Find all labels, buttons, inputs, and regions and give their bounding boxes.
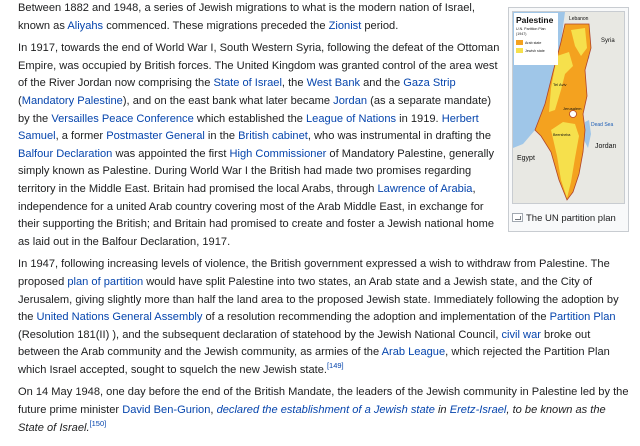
paragraph-text: ), and on the east bank what later became <box>122 94 334 107</box>
paragraph-text: in the <box>204 130 239 143</box>
wiki-link[interactable]: Jordan <box>333 94 368 107</box>
paragraph-text: On 14 May 1948, one day before the end of the British Mandate, the leaders of the Jewish community in Palestine led by the future prime minister <box>18 386 629 417</box>
thumbnail-caption-row <box>512 210 627 228</box>
jerusalem-corpus-separatum <box>570 111 577 118</box>
wiki-link[interactable]: Zionist <box>328 19 362 32</box>
paragraph-text: would have split Palestine into two states, an Arab state and a Jewish state, and the City of Jerusalem, giving slightly more than half the land area to the proposed Jewish state. Immediately following the adoption by the <box>18 275 619 324</box>
legend-label-jewish: Jewish state <box>525 49 545 53</box>
paragraph-text: period. <box>361 19 399 32</box>
thumbnail-box <box>508 7 629 232</box>
paragraph-text: commenced. These migrations preceded the <box>103 19 329 32</box>
wiki-link[interactable]: plan of partition <box>67 275 144 288</box>
wiki-link[interactable]: Lawrence of Arabia <box>377 182 473 195</box>
citation-link[interactable]: [150] <box>89 418 107 428</box>
paragraph-text: Between 1882 and 1948, a series of Jewish migrations to what is the modern nation of Israel, known as <box>18 2 475 32</box>
wiki-link[interactable]: Herbert Samuel <box>18 112 479 143</box>
paragraph-text: (Resolution 181(II) ), and the subsequent declaration of statehood by the Jewish National Council, <box>18 328 502 341</box>
paragraph-text: , a former <box>55 130 107 143</box>
paragraph-aliyah <box>18 0 505 35</box>
legend-swatch-arab <box>516 40 523 45</box>
citation-link[interactable]: [149] <box>326 360 344 370</box>
label-syria: Syria <box>601 38 615 44</box>
paragraph-mandate <box>18 40 505 251</box>
label-lebanon: Lebanon <box>569 16 589 22</box>
label-jerusalem: Jerusalem <box>563 106 582 111</box>
label-dead-sea: Dead Sea <box>591 122 614 128</box>
wiki-link[interactable]: Balfour Declaration <box>18 147 113 160</box>
paragraph-text: in 1919. <box>396 112 442 125</box>
label-egypt: Egypt <box>517 155 535 162</box>
thumbnail-caption: The UN partition plan <box>526 213 616 224</box>
wiki-link[interactable]: Aliyahs <box>67 19 104 32</box>
wiki-link[interactable]: Gaza Strip <box>403 77 456 90</box>
wiki-link[interactable]: Versailles Peace Conference <box>51 112 194 125</box>
partition-map-image[interactable] <box>512 11 625 204</box>
paragraph-text: , independence for a united Arab country covering most of the Arab Middle East, in exchange for their supporting the British; and Britain had promised to create and foster a Jewish national home as laid out in the Balfour Declaration, 1917. <box>18 182 495 248</box>
wiki-link[interactable]: civil war <box>501 328 541 341</box>
paragraph-partition <box>18 256 632 379</box>
wiki-link[interactable]: United Nations General Assembly <box>36 311 203 324</box>
paragraph-independence <box>18 384 632 437</box>
wiki-link[interactable]: West Bank <box>306 77 361 90</box>
paragraph-text: was appointed the first <box>112 147 230 160</box>
wiki-link[interactable]: David Ben-Gurion <box>122 404 211 417</box>
paragraph-text: , the <box>281 77 307 90</box>
wiki-link[interactable]: State of Israel <box>213 77 282 90</box>
map-subtitle: U.N. Partition Plan <box>516 27 546 31</box>
paragraph-text: broke out between the Arab community and the Jewish community, as armies of the <box>18 328 591 359</box>
label-jordan: Jordan <box>595 143 617 150</box>
map-title: Palestine <box>516 15 554 25</box>
paragraph-text: , which rejected the Partition Plan which Israel accepted, sought to squelch the new Jewish state. <box>18 346 610 376</box>
wiki-link[interactable]: High Commissioner <box>229 147 327 160</box>
paragraph-text: which established the <box>193 112 307 125</box>
wiki-link[interactable]: British cabinet <box>238 130 308 143</box>
legend-swatch-jewish <box>516 48 523 53</box>
wiki-link[interactable]: Arab League <box>381 346 446 359</box>
wiki-link[interactable]: Jewish state <box>373 404 435 417</box>
paragraph-text: of Mandatory Palestine, generally simply known as Palestine. During World War I the British had made two promises regarding territory in the Middle East. Britain had promised the local Arabs, through <box>18 147 495 195</box>
wiki-link[interactable]: League of Nations <box>306 112 397 125</box>
partition-map-svg <box>513 12 624 203</box>
paragraph-text: ( <box>18 94 22 107</box>
paragraph-text: of a resolution recommending the adoption and implementation of the <box>202 311 550 324</box>
magnify-icon[interactable] <box>512 213 523 222</box>
paragraph-text: , who was instrumental in drafting the <box>307 130 491 143</box>
paragraph-text: in <box>434 404 450 417</box>
wiki-link[interactable]: Postmaster General <box>106 130 205 143</box>
paragraph-text: In 1947, following increasing levels of violence, the British government expressed a wish to withdraw from Palestine. The proposed <box>18 258 610 288</box>
paragraph-text: (as a separate mandate) by the <box>18 94 492 125</box>
paragraph-text: In 1917, towards the end of World War I, South Western Syria, following the defeat of the Ottoman Empire, was occupied by British forces. The United Kingdom was granted control of the area west of the River Jordan now comprising the <box>18 42 500 90</box>
label-tel-aviv: Tel Aviv <box>553 82 567 87</box>
paragraph-text: , <box>210 404 217 417</box>
wiki-link[interactable]: Partition Plan <box>549 311 616 324</box>
legend-label-arab: Arab state <box>525 41 542 45</box>
wiki-link[interactable]: Mandatory Palestine <box>21 94 123 107</box>
label-beersheba: Beersheba <box>553 133 571 137</box>
map-year: (1947) <box>516 32 527 36</box>
paragraph-text: and the <box>360 77 404 90</box>
wiki-link[interactable]: Eretz-Israel <box>449 404 507 417</box>
paragraph-text: , to be known as the State of Israel. <box>18 404 606 434</box>
wiki-link[interactable]: declared the establishment of a <box>216 404 374 417</box>
